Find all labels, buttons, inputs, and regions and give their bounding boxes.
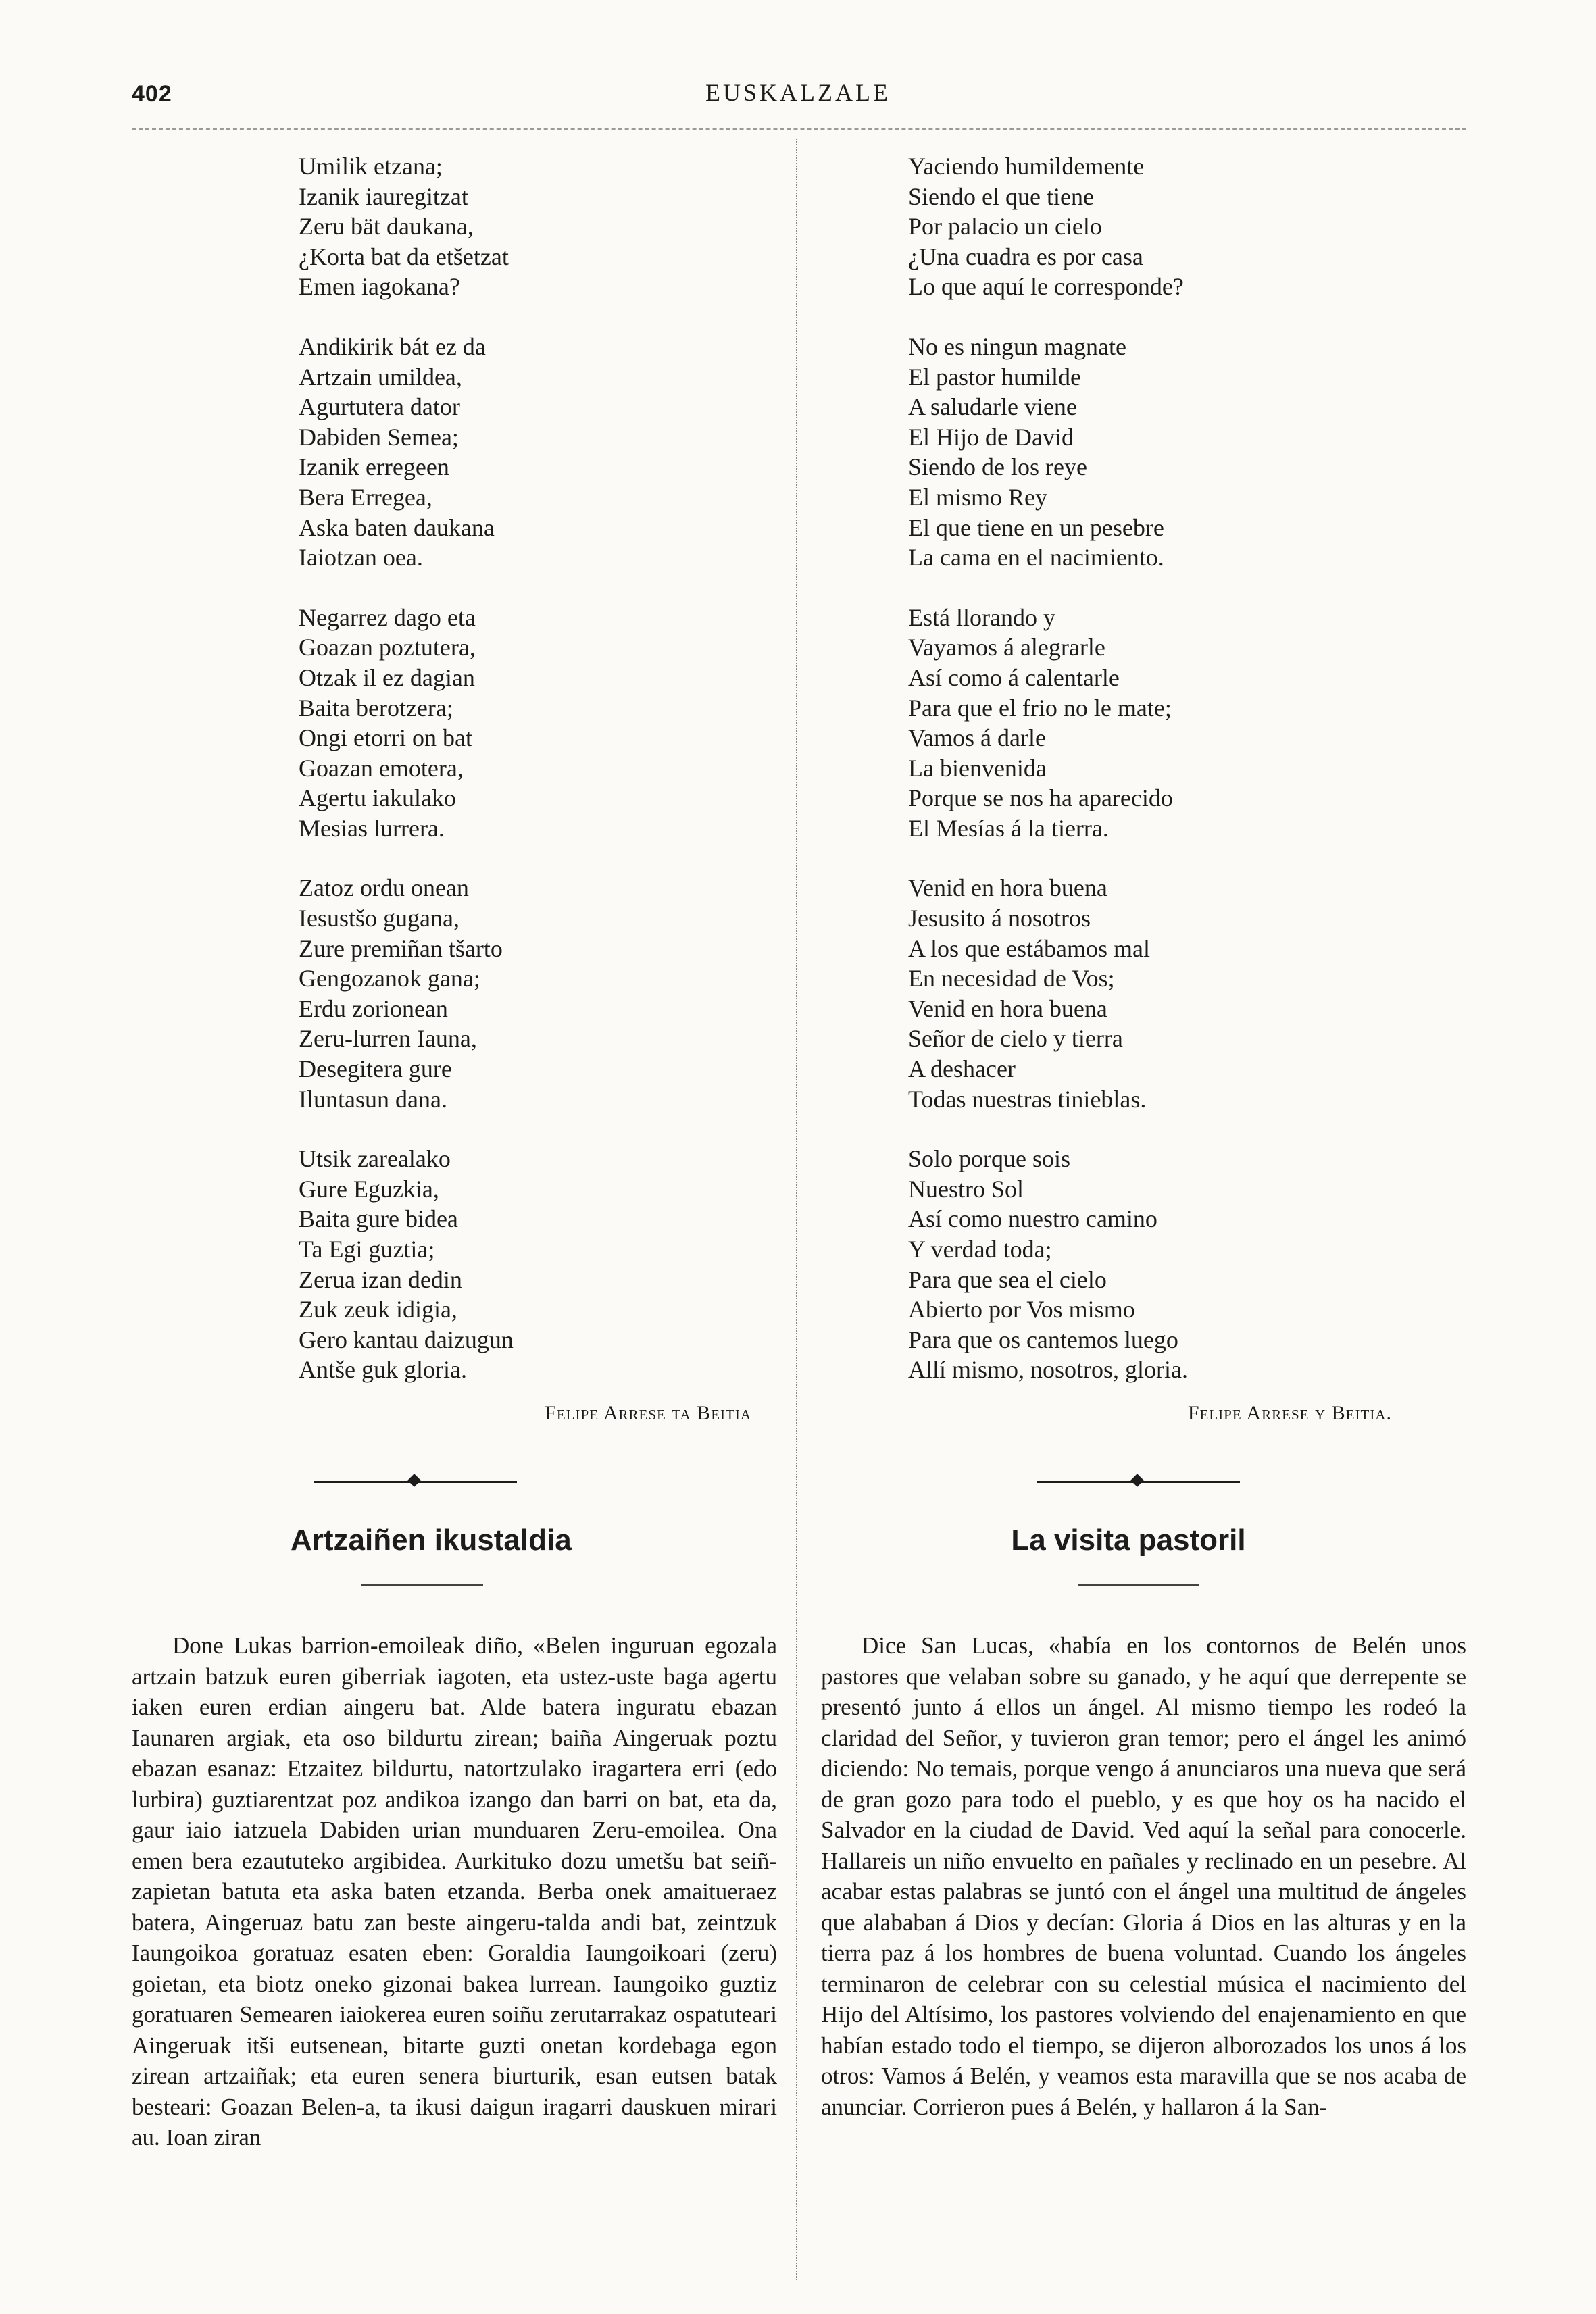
poem-line: El Mesías á la tierra.: [908, 814, 1109, 842]
poem-line: Iesustšo gugana,: [299, 905, 459, 932]
poem-line: Iluntasun dana.: [299, 1085, 447, 1113]
poem-line: Bera Erregea,: [299, 483, 432, 511]
poem-stanza: [299, 151, 514, 302]
poem-line: Allí mismo, nosotros, gloria.: [908, 1356, 1188, 1384]
poem-line: Solo porque sois: [908, 1145, 1071, 1173]
running-title: EUSKALZALE: [705, 79, 891, 106]
poem-line: Otzak il ez dagian: [299, 663, 475, 691]
poem-line: El que tiene en un pesebre: [908, 513, 1164, 541]
poem-line: Está llorando y: [908, 603, 1055, 631]
poem-line: Mesias lurrera.: [299, 814, 445, 842]
poem-line: Y verdad toda;: [908, 1236, 1052, 1263]
poem-stanza: [908, 151, 1188, 302]
poem-line: Todas nuestras tinieblas.: [908, 1085, 1147, 1113]
poem-stanza: [908, 332, 1188, 573]
poem-line: Zatoz ordu onean: [299, 874, 469, 902]
poem-line: Siendo el que tiene: [908, 182, 1094, 210]
poem-line: Artzain umildea,: [299, 363, 462, 391]
poem-line: El mismo Rey: [908, 483, 1047, 511]
poem-stanza: [299, 603, 514, 844]
basque-poem: [299, 151, 514, 1415]
poem-line: Para que sea el cielo: [908, 1265, 1107, 1293]
poem-line: Nuestro Sol: [908, 1175, 1024, 1203]
poem-line: Ongi etorri on bat: [299, 724, 472, 752]
poem-line: Así como nuestro camino: [908, 1205, 1157, 1233]
poem-line: Siendo de los reye: [908, 453, 1087, 481]
basque-poem-signature: Felipe Arrese ta Beitia: [545, 1402, 751, 1424]
poem-line: Baita berotzera;: [299, 694, 453, 722]
poem-line: Erdu zorionean: [299, 995, 448, 1022]
spanish-article-paragraph: Dice San Lucas, «había en los contornos de Belén unos pastores que velaban sobre su ganado, y he aquí que derrepente se presentó junto á ellos un ángel. Al mismo tiempo les rodeó la claridad del Señor, y tuvieron gran temor; pero el ángel les animó diciendo: No temais, porque vengo á anunciaros una nueva que será de gran gozo para todo el pueblo, y es que hoy os ha nacido el Salvador en la ciudad de David. Ved aquí la señal para conocerle. Hallareis un niño envuelto en pañales y reclinado en un pesebre. Al acabar estas palabras se juntó con el ángel una multitud de ángeles que alababan á Dios y decían: Gloria á Dios en las alturas y en la tierra paz á los hombres de buena voluntad. Cuando los ángeles terminaron de celebrar con su celestial música el nacimiento del Hijo del Altísimo, los pastores volviendo del enajenamiento en que habían estado todo el tiempo, se dijeron alborozados los unos á los otros: Vamos á Belén, y veamos esta maravilla que se nos acaba de anunciar. Corrieron pues á Belén, y hallaron á la San-: [821, 1632, 1466, 2120]
poem-line: Goazan emotera,: [299, 754, 464, 782]
poem-stanza: [908, 1144, 1188, 1385]
poem-line: Para que os cantemos luego: [908, 1326, 1178, 1353]
poem-line: Porque se nos ha aparecido: [908, 784, 1173, 812]
poem-line: La cama en el nacimiento.: [908, 544, 1164, 572]
poem-line: Gure Eguzkia,: [299, 1175, 439, 1203]
poem-line: Izanik erregeen: [299, 453, 449, 481]
poem-line: Umilik etzana;: [299, 153, 443, 180]
poem-line: Así como á calentarle: [908, 663, 1120, 691]
title-rule-right: [1078, 1584, 1199, 1586]
poem-line: Zeru bät daukana,: [299, 213, 474, 241]
basque-article-text: [132, 1630, 777, 2153]
poem-line: Agertu iakulako: [299, 784, 456, 812]
poem-line: A los que estábamos mal: [908, 934, 1150, 962]
poem-stanza: [299, 1144, 514, 1385]
poem-line: Zeru-lurren Iauna,: [299, 1025, 477, 1053]
poem-line: Agurtutera dator: [299, 393, 460, 421]
poem-line: No es ningun magnate: [908, 332, 1126, 360]
poem-line: La bienvenida: [908, 754, 1047, 782]
poem-line: Goazan poztutera,: [299, 634, 476, 661]
basque-article-title: Artzaiñen ikustaldia: [291, 1524, 572, 1557]
header-rule: [132, 128, 1466, 130]
poem-line: Aska baten daukana: [299, 513, 495, 541]
poem-line: Utsik zarealako: [299, 1145, 451, 1173]
poem-line: Negarrez dago eta: [299, 603, 476, 631]
spanish-article-text: [821, 1630, 1466, 2122]
poem-line: ¿Una cuadra es por casa: [908, 243, 1143, 270]
poem-line: Desegitera gure: [299, 1055, 452, 1083]
poem-stanza: [299, 332, 514, 573]
poem-line: Izanik iauregitzat: [299, 182, 468, 210]
poem-line: Para que el frio no le mate;: [908, 694, 1172, 722]
poem-line: Señor de cielo y tierra: [908, 1025, 1123, 1053]
spanish-poem: [908, 151, 1188, 1415]
poem-line: Yaciendo humildemente: [908, 153, 1145, 180]
poem-line: Por palacio un cielo: [908, 213, 1102, 241]
poem-line: Baita gure bidea: [299, 1205, 458, 1233]
poem-line: Venid en hora buena: [908, 995, 1107, 1022]
poem-line: Vayamos á alegrarle: [908, 634, 1105, 661]
basque-article-paragraph: Done Lukas barrion-emoileak diño, «Belen inguruan egozala artzain batzuk euren giberriak iagoten, eta ustez-uste baga agertu iaken euren erdian aingeru bat. Alde batera inguratu ebazan Iaunaren argiak, eta oso bildurtu zirean; baiña Aingeruak poztu ebazan esanaz: Etzaitez bildurtu, natortzulako iragartera erri (edo lurbira) guztiarentzat poz andikoa izango dan barri on bat, eta da, gaur iaio iatzuela Dabiden urian munduaren Zeru-emoilea. Ona emen bera ezaututeko argibidea. Aurkituko dozu umetšu bat seiñ-zapietan batuta eta aska baten etzanda. Berba onek amaitueraez batera, Aingeruaz batu zan beste aingeru-talda andi bat, zeintzuk Iaungoikoa goratuaz esaten eben: Goraldia Iaungoikoari (zeru) goietan, eta biotz oneko gizonai bakea lurrean. Iaungoiko guztiz goratuaren Semearen iaiokerea euren soiñu zerutarrakaz ospatuteari Aingeruak itši eutsenean, bitarte guzti onetan kordebaga egon zirean artzaiñak; eta euren senera biurturik, esan eutsen batak besteari: Goazan Belen-a, ta ikusi daigun iragarri dauskuen mirari au. Ioan ziran: [132, 1632, 777, 2150]
poem-line: El Hijo de David: [908, 423, 1074, 451]
poem-line: Abierto por Vos mismo: [908, 1296, 1135, 1324]
poem-stanza: [908, 603, 1188, 844]
spanish-article-title: La visita pastoril: [1011, 1524, 1246, 1557]
poem-line: Zuk zeuk idigia,: [299, 1296, 457, 1324]
poem-line: En necesidad de Vos;: [908, 965, 1115, 992]
poem-line: Gengozanok gana;: [299, 965, 480, 992]
section-ornament-right: [1037, 1475, 1240, 1488]
poem-line: A deshacer: [908, 1055, 1016, 1083]
poem-line: Dabiden Semea;: [299, 423, 459, 451]
title-rule-left: [361, 1584, 483, 1586]
poem-stanza: [299, 873, 514, 1114]
poem-line: A saludarle viene: [908, 393, 1077, 421]
poem-line: Zure premiñan tšarto: [299, 934, 503, 962]
poem-line: Zerua izan dedin: [299, 1265, 462, 1293]
poem-line: Emen iagokana?: [299, 273, 460, 301]
section-ornament-left: [314, 1475, 517, 1488]
poem-line: El pastor humilde: [908, 363, 1081, 391]
poem-line: Iaiotzan oea.: [299, 544, 423, 572]
poem-line: ¿Korta bat da etšetzat: [299, 243, 509, 270]
poem-line: Lo que aquí le corresponde?: [908, 273, 1184, 301]
spanish-poem-signature: Felipe Arrese y Beitia.: [1187, 1402, 1392, 1424]
page-number: 402: [132, 81, 172, 107]
poem-line: Ta Egi guztia;: [299, 1236, 435, 1263]
poem-line: Antše guk gloria.: [299, 1356, 467, 1384]
poem-line: Venid en hora buena: [908, 874, 1107, 902]
poem-line: Gero kantau daizugun: [299, 1326, 514, 1353]
column-divider: [796, 139, 797, 2280]
poem-line: Vamos á darle: [908, 724, 1046, 752]
poem-line: Jesusito á nosotros: [908, 905, 1091, 932]
poem-line: Andikirik bát ez da: [299, 332, 486, 360]
poem-stanza: [908, 873, 1188, 1114]
